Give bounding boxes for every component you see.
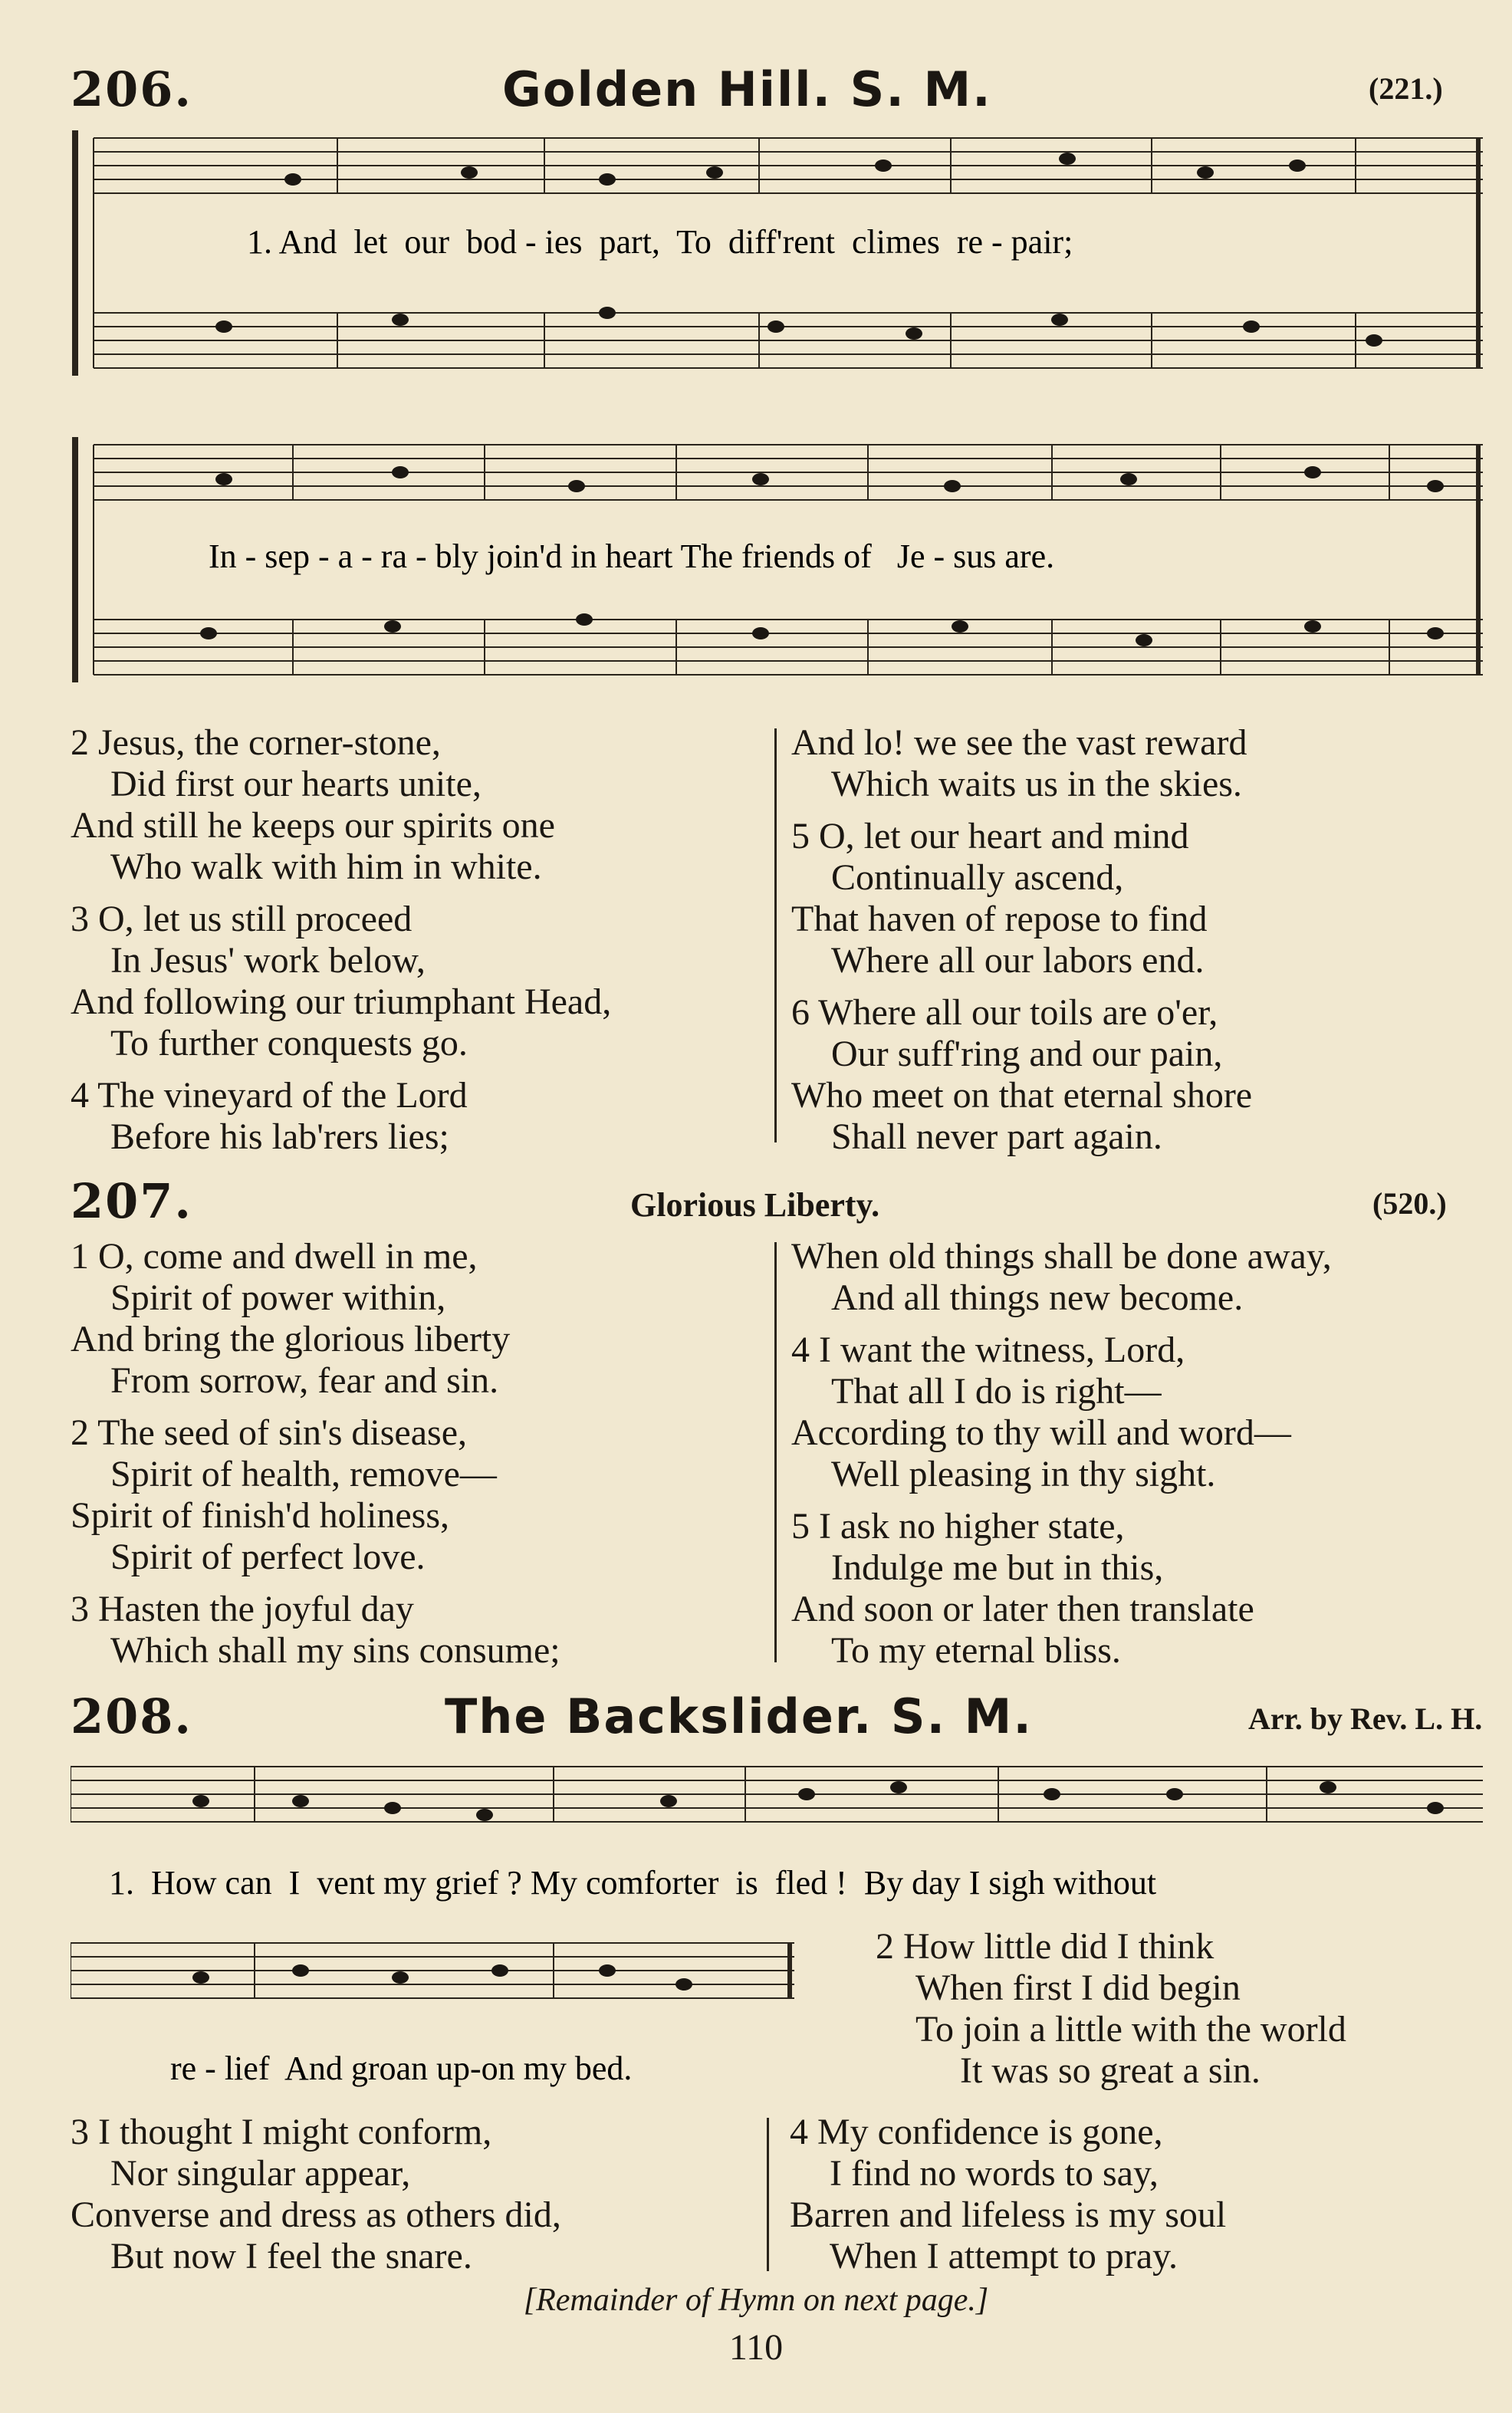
verse-line: But now I feel the snare. [110, 2236, 472, 2277]
verse-line: 2 The seed of sin's disease, [71, 1412, 467, 1453]
page-number: 110 [728, 2327, 784, 2368]
verse-line: When first I did begin [915, 1968, 1241, 2008]
treble-staff [94, 138, 1483, 193]
verse-line: And still he keeps our spirits one [71, 805, 555, 846]
verse-line: That haven of repose to find [791, 899, 1208, 939]
verse-line: Which shall my sins consume; [110, 1630, 560, 1671]
verse-line: And following our triumphant Head, [71, 981, 612, 1022]
verse-line: Continually ascend, [831, 857, 1124, 898]
verse-line: Before his lab'rers lies; [110, 1116, 449, 1157]
bass-staff [94, 313, 1483, 368]
verse-line: And lo! we see the vast reward [791, 722, 1247, 763]
hymn-number: 206. [71, 61, 193, 117]
hymn-number: 207. [71, 1173, 193, 1229]
treble-staff [71, 1767, 1483, 1822]
lyric-line: 1. How can I vent my grief ? My comforter is fled ! By day I sigh without [109, 1864, 1157, 1902]
verse-line: Who meet on that eternal shore [791, 1075, 1253, 1116]
verse-line: To my eternal bliss. [831, 1630, 1121, 1671]
hymn-reference: (520.) [1372, 1186, 1447, 1221]
verse-line: Well pleasing in thy sight. [831, 1454, 1216, 1494]
verse-line: Who walk with him in white. [110, 847, 542, 887]
verse-line: To further conquests go. [110, 1023, 468, 1063]
music-system [71, 437, 1489, 698]
music-system [71, 1932, 807, 2101]
verse-line: According to thy will and word— [791, 1412, 1291, 1453]
verse-line: 2 How little did I think [876, 1926, 1215, 1967]
verse-line: From sorrow, fear and sin. [110, 1360, 499, 1401]
verse-column-right [791, 1236, 1497, 1672]
verse-line: 5 O, let our heart and mind [791, 816, 1189, 856]
verse-line: 3 I thought I might conform, [71, 2112, 492, 2152]
verse-line: And all things new become. [831, 1277, 1244, 1318]
verse-line: Converse and dress as others did, [71, 2194, 561, 2235]
verse-line: 4 I want the witness, Lord, [791, 1330, 1185, 1370]
verse-line: 2 Jesus, the corner-stone, [71, 722, 441, 763]
verse-line: 4 The vineyard of the Lord [71, 1075, 468, 1116]
hymn-reference: Arr. by Rev. L. H. [1248, 1701, 1483, 1736]
verse-line: I find no words to say, [830, 2153, 1159, 2194]
verse-column-left [71, 722, 761, 1158]
verse-column-side [876, 1926, 1489, 2092]
bass-staff [94, 620, 1483, 675]
verse-line: 1 O, come and dwell in me, [71, 1236, 478, 1277]
verse-line: Where all our labors end. [831, 940, 1205, 981]
verse-line: Spirit of perfect love. [110, 1537, 426, 1577]
verse-line: It was so great a sin. [960, 2050, 1261, 2091]
verse-line: Nor singular appear, [110, 2153, 411, 2194]
footer-note: [Remainder of Hymn on next page.] [523, 2283, 989, 2318]
verse-line: When I attempt to pray. [830, 2236, 1178, 2277]
verse-line: 3 Hasten the joyful day [71, 1589, 414, 1629]
verse-line: That all I do is right— [831, 1371, 1162, 1412]
column-divider [774, 1242, 777, 1662]
verse-line: 6 Where all our toils are o'er, [791, 992, 1218, 1033]
lyric-line: In - sep - a - ra - bly join'd in heart The friends of Je - sus are. [209, 538, 1055, 575]
verse-line: 5 I ask no higher state, [791, 1506, 1125, 1547]
verse-line: Shall never part again. [831, 1116, 1162, 1157]
hymn-title: Glorious Liberty. [630, 1186, 880, 1224]
hymn-reference: (221.) [1369, 71, 1443, 106]
verse-line: Our suff'ring and our pain, [831, 1034, 1223, 1074]
verse-line: Spirit of health, remove— [110, 1454, 497, 1494]
verse-column-left [71, 1236, 761, 1672]
verse-line: Barren and lifeless is my soul [790, 2194, 1227, 2235]
verse-line: Did first our hearts unite, [110, 764, 482, 804]
verse-line: Which waits us in the skies. [831, 764, 1242, 804]
verse-line: Spirit of power within, [110, 1277, 446, 1318]
verse-column-right [791, 722, 1497, 1158]
verse-line: In Jesus' work below, [110, 940, 426, 981]
verse-line: And bring the glorious liberty [71, 1319, 511, 1359]
verse-line: Spirit of finish'd holiness, [71, 1495, 449, 1536]
verse-column-right [790, 2112, 1495, 2277]
verse-line: 4 My confidence is gone, [790, 2112, 1163, 2152]
verse-line: Indulge me but in this, [831, 1547, 1164, 1588]
column-divider [767, 2118, 769, 2271]
hymn-title: The Backslider. S. M. [445, 1688, 1033, 1744]
lyric-line: 1. And let our bod - ies part, To diff'rent climes re - pair; [247, 223, 1073, 261]
verse-line: And soon or later then translate [791, 1589, 1254, 1629]
music-system [71, 130, 1489, 391]
verse-line: When old things shall be done away, [791, 1236, 1332, 1277]
lyric-line: re - lief And groan up-on my bed. [170, 2050, 633, 2087]
verse-line: To join a little with the world [915, 2009, 1346, 2050]
column-divider [774, 728, 777, 1142]
verse-column-left [71, 2112, 761, 2277]
verse-line: 3 O, let us still proceed [71, 899, 413, 939]
music-system [71, 1756, 1489, 1909]
treble-staff [94, 445, 1483, 500]
hymn-number: 208. [71, 1688, 193, 1744]
hymn-title: Golden Hill. S. M. [502, 61, 992, 117]
